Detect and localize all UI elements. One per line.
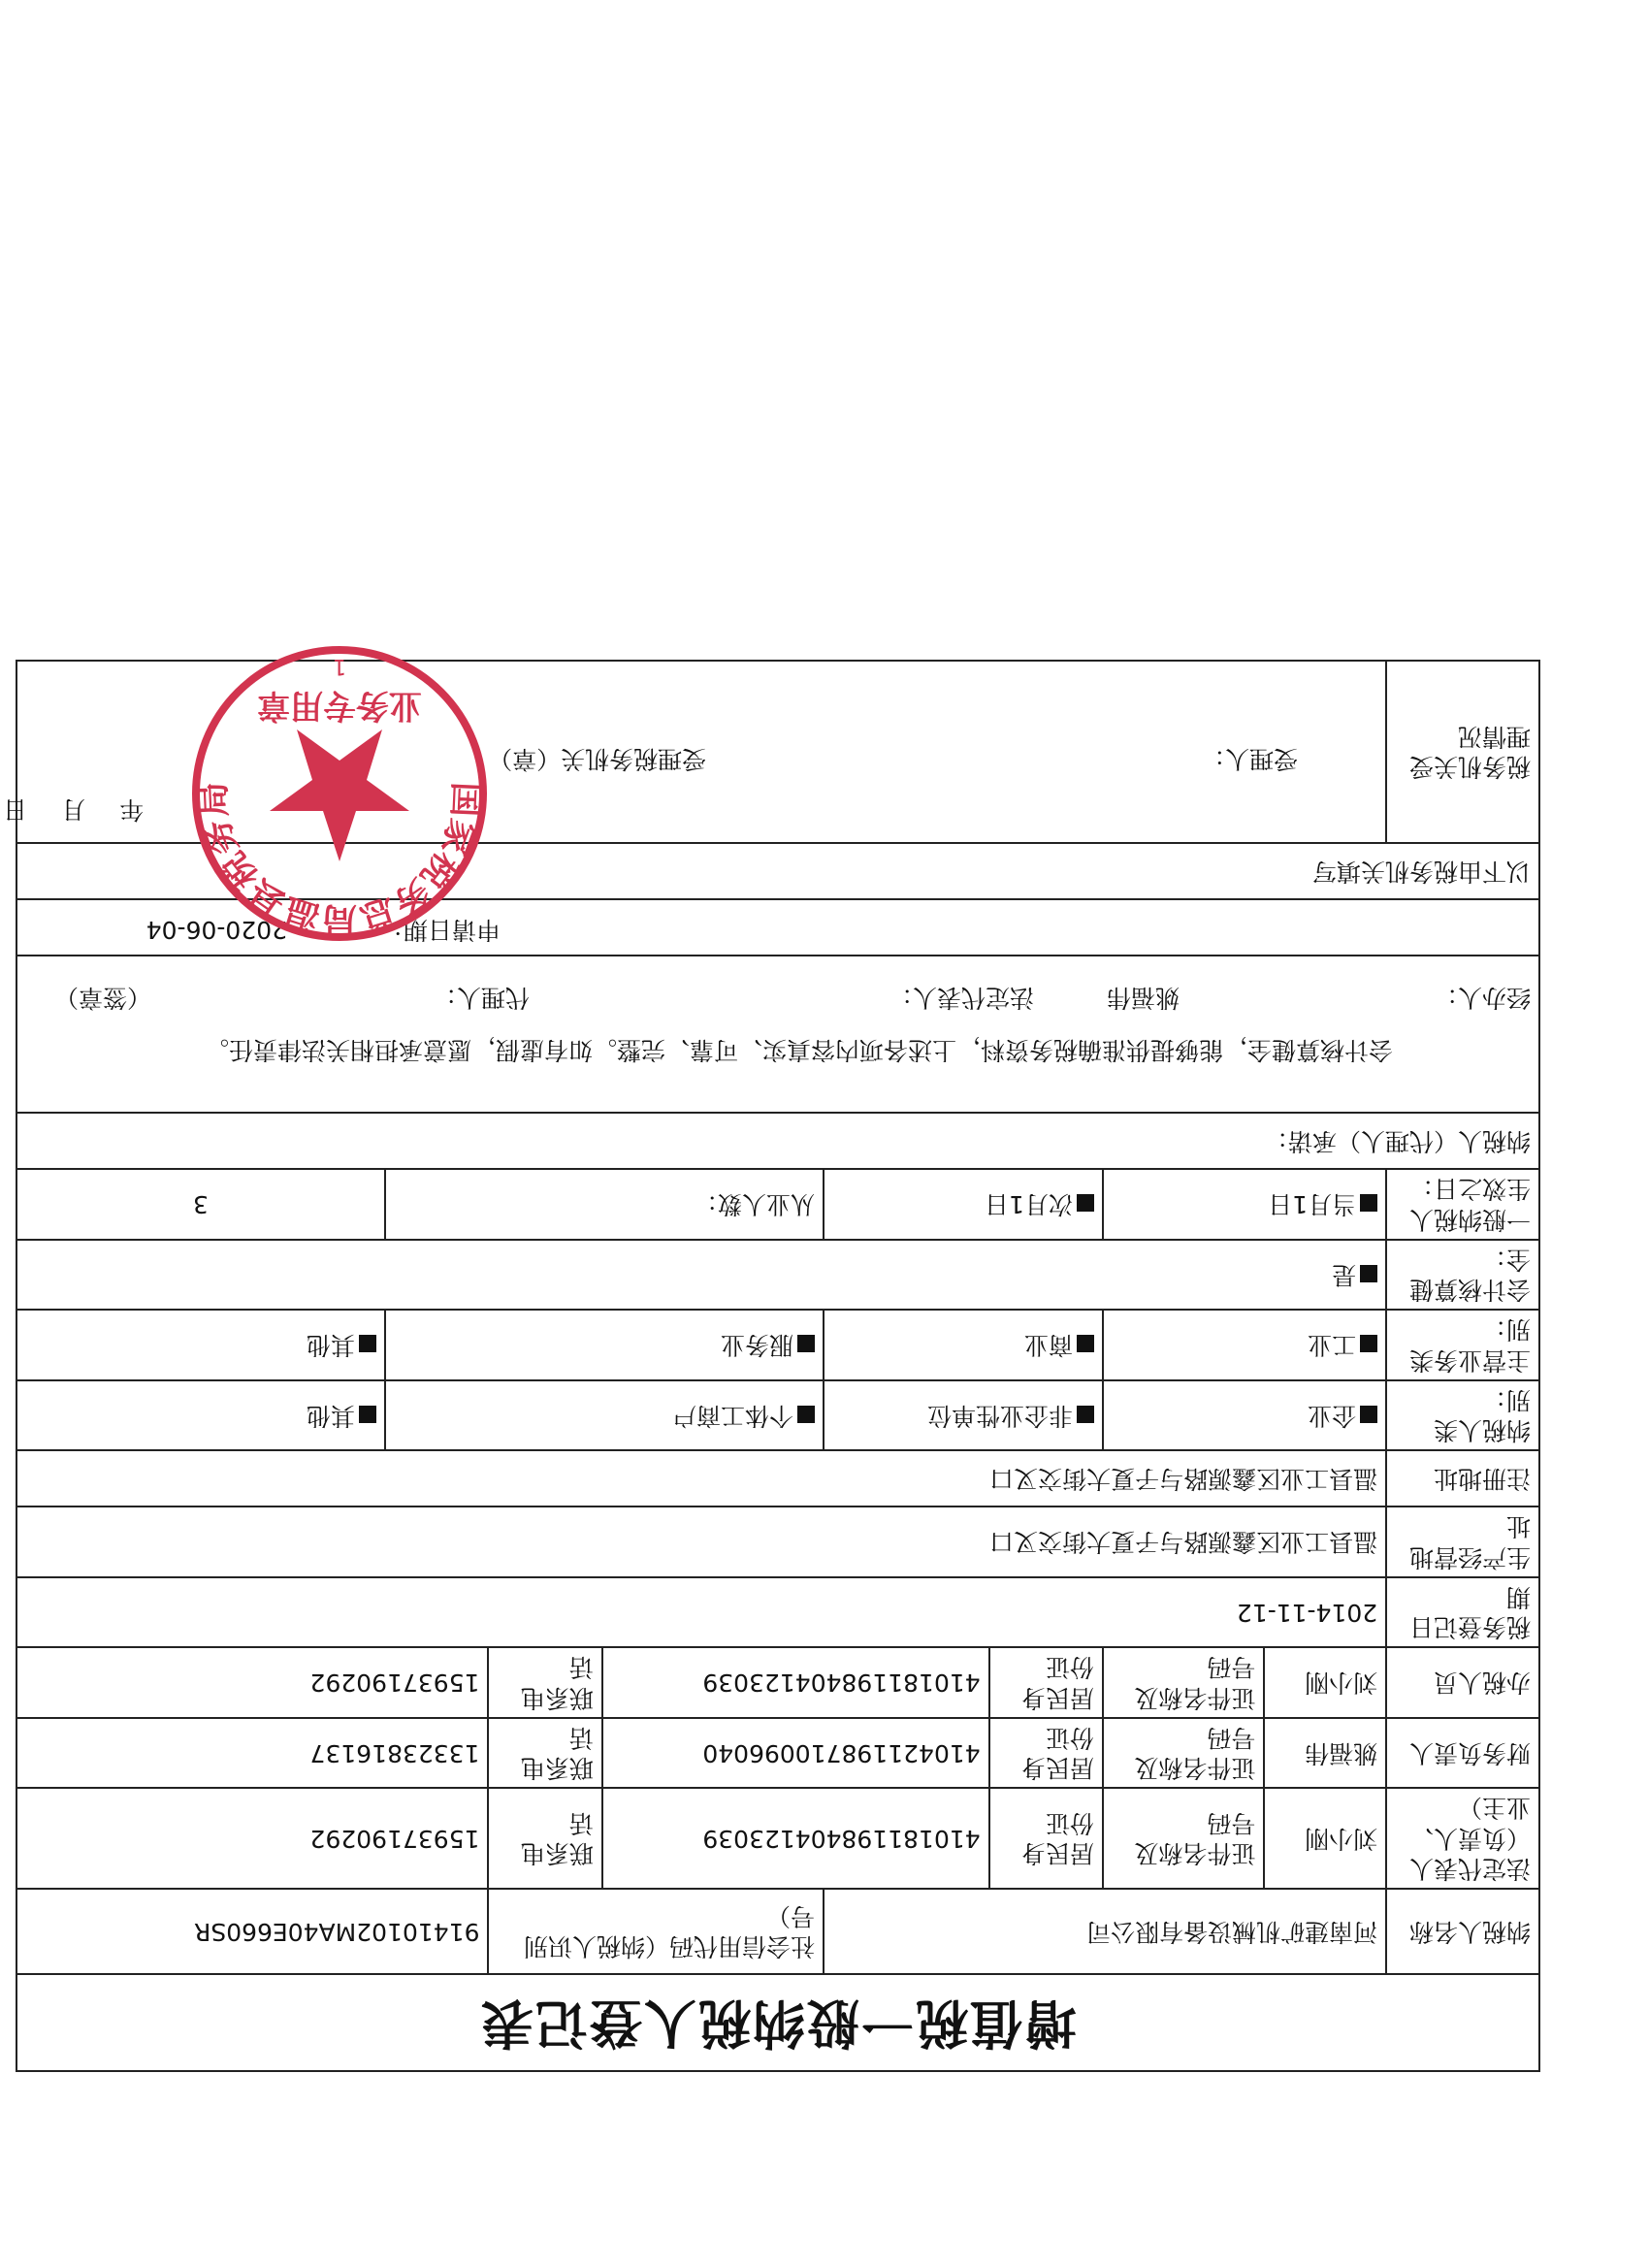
staff-value: 3 xyxy=(16,1169,385,1240)
finance-head-phone: 13323816137 xyxy=(16,1718,488,1789)
legal-rep-id-number: 410181198404123039 xyxy=(602,1788,989,1889)
finance-head-label: 财务负责人 xyxy=(1386,1718,1539,1789)
business-type-option: 商业 xyxy=(824,1310,1103,1380)
legal-rep-label: 法定代表人（负责人、业主） xyxy=(1386,1788,1539,1889)
handler-name: 姚福伟 xyxy=(1106,984,1180,1013)
checkbox-filled-icon xyxy=(359,1406,376,1423)
promise-text: 会计核算健全，能够提供准确税务资料，上述各项内容真实、可靠、完整。如有虚假，愿意承担相关法律责任。 xyxy=(204,1036,1393,1065)
tax-officer-phone-label: 联系电话 xyxy=(488,1647,601,1718)
receiver-label: 受理人： xyxy=(1201,745,1299,774)
tax-officer-id-label: 证件名称及号码 xyxy=(1103,1647,1264,1718)
taxpayer-type-option: 非企业性单位 xyxy=(824,1380,1103,1451)
taxpayer-name-value: 河南建矿机械设备有限公司 xyxy=(824,1889,1386,1974)
finance-head-id-number: 410421198710096040 xyxy=(602,1718,989,1789)
effective-option-current: 当月1日 xyxy=(1103,1169,1386,1240)
checkbox-filled-icon xyxy=(1360,1335,1377,1352)
business-type-option: 工业 xyxy=(1103,1310,1386,1380)
reg-address-value: 温县工业区鑫源路与子夏大街交叉口 xyxy=(16,1450,1386,1507)
signature-row xyxy=(17,974,1538,1013)
finance-head-phone-label: 联系电话 xyxy=(488,1718,601,1789)
finance-head-id-label: 证件名称及号码 xyxy=(1103,1718,1264,1789)
credit-code-value: 91410102MA40E660SR xyxy=(16,1889,488,1974)
office-note: 以下由税务机关填写 xyxy=(16,843,1539,899)
accounting-option: 是 xyxy=(16,1240,1386,1311)
finance-head-id-type: 居民身份证 xyxy=(989,1718,1103,1789)
legal-rep-phone: 15937190292 xyxy=(16,1788,488,1889)
legal-rep-phone-label: 联系电话 xyxy=(488,1788,601,1889)
checkbox-filled-icon xyxy=(797,1335,815,1352)
seal-code: 1 xyxy=(333,654,346,678)
effective-label: 一般纳税人生效之日： xyxy=(1386,1169,1539,1240)
finance-head-name: 姚福伟 xyxy=(1264,1718,1386,1789)
taxpayer-type-option: 其他 xyxy=(16,1380,385,1451)
tax-officer-id-number: 410181198404123039 xyxy=(602,1647,989,1718)
promise-heading: 纳税人（代理人）承诺： xyxy=(16,1113,1539,1169)
biz-address-label: 生产经营地址 xyxy=(1386,1507,1539,1577)
accounting-label: 会计核算健全： xyxy=(1386,1240,1539,1311)
star-icon xyxy=(270,729,409,861)
checkbox-filled-icon xyxy=(797,1406,815,1423)
effective-option-next: 次月1日 xyxy=(824,1169,1103,1240)
application-date-value: 2020-06-04 xyxy=(146,916,287,945)
handler-label: 经办人： xyxy=(1433,984,1531,1013)
reg-date-value: 2014-11-12 xyxy=(16,1577,1386,1648)
day-label: 日 xyxy=(3,795,28,825)
checkbox-filled-icon xyxy=(359,1335,376,1352)
taxpayer-type-option: 企业 xyxy=(1103,1380,1386,1451)
legal-rep-id-type: 居民身份证 xyxy=(989,1788,1103,1889)
checkbox-filled-icon xyxy=(1360,1194,1377,1212)
biz-address-value: 温县工业区鑫源路与子夏大街交叉口 xyxy=(16,1507,1386,1577)
seal-label: （签章） xyxy=(53,984,151,1013)
year-label: 年 xyxy=(119,795,145,825)
checkbox-filled-icon xyxy=(1360,1406,1377,1423)
month-label: 月 xyxy=(61,795,86,825)
checkbox-filled-icon xyxy=(1077,1194,1094,1212)
taxpayer-type-label: 纳税人类别： xyxy=(1386,1380,1539,1451)
legal-rep-id-label: 证件名称及号码 xyxy=(1103,1788,1264,1889)
seal-line: 业务专用章 xyxy=(257,686,422,725)
checkbox-filled-icon xyxy=(1077,1335,1094,1352)
business-type-option: 其他 xyxy=(16,1310,385,1380)
tax-officer-label: 办税人员 xyxy=(1386,1647,1539,1718)
seal-text: 国家税务总局温县税务局 xyxy=(193,781,486,940)
business-type-label: 主营业务类别： xyxy=(1386,1310,1539,1380)
promise-block xyxy=(16,956,1539,1113)
taxpayer-type-option: 个体工商户 xyxy=(385,1380,824,1451)
official-seal xyxy=(184,638,495,949)
tax-officer-name: 刘小刚 xyxy=(1264,1647,1386,1718)
reg-date-label: 税务登记日期 xyxy=(1386,1577,1539,1648)
application-date-label: 申请日期： xyxy=(378,916,501,945)
agent-sign-label: 代理人： xyxy=(432,984,530,1013)
tax-officer-id-type: 居民身份证 xyxy=(989,1647,1103,1718)
office-label: 税务机关受理情况 xyxy=(1386,661,1539,843)
legal-rep-name: 刘小刚 xyxy=(1264,1788,1386,1889)
form-title: 增值税一般纳税人登记表 xyxy=(16,1974,1539,2071)
staff-label: 从业人数： xyxy=(385,1169,824,1240)
checkbox-filled-icon xyxy=(1360,1265,1377,1282)
reg-address-label: 注册地址 xyxy=(1386,1450,1539,1507)
legal-rep-sign-label: 法定代表人： xyxy=(888,984,1034,1013)
tax-officer-phone: 15937190292 xyxy=(16,1647,488,1718)
checkbox-filled-icon xyxy=(1077,1406,1094,1423)
credit-code-label: 社会信用代码（纳税人识别号） xyxy=(488,1889,824,1974)
taxpayer-name-label: 纳税人名称 xyxy=(1386,1889,1539,1974)
authority-label: 受理税务机关（章） xyxy=(488,745,707,774)
business-type-option: 服务业 xyxy=(385,1310,824,1380)
